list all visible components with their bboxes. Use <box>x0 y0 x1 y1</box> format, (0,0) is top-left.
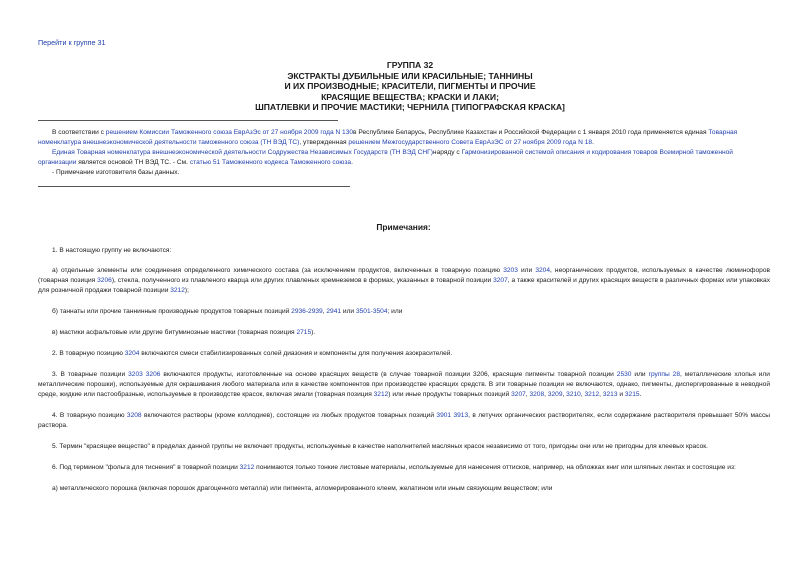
text-span: а) отдельные элементы или соединения определенного химического состава (за исключением продуктов, включенных в товарную позицию <box>52 267 504 274</box>
title-line: И ИХ ПРОИЗВОДНЫЕ; КРАСИТЕЛИ, ПИГМЕНТЫ И ПРОЧИЕ <box>284 81 536 92</box>
footnote-divider-bottom <box>38 186 350 187</box>
note-paragraph: 1. В настоящую группу не включаются: <box>52 247 172 254</box>
link[interactable]: Гармонизированной системой описания и кодирования товаров Всемирной таможенной организации <box>38 149 733 166</box>
title-line: ШПАТЛЕВКИ И ПРОЧИЕ МАСТИКИ; ЧЕРНИЛА [ТИПОГРАФСКАЯ КРАСКА] <box>255 102 565 113</box>
text-span: , <box>544 391 548 398</box>
title-line: ЭКСТРАКТЫ ДУБИЛЬНЫЕ ИЛИ КРАСИЛЬНЫЕ; ТАННИНЫ <box>287 70 533 81</box>
text-span: и <box>617 391 625 398</box>
footnote-divider-top <box>38 120 338 121</box>
note-paragraph <box>38 370 770 400</box>
text-span: , <box>580 391 585 398</box>
notes-heading: Примечания: <box>376 222 431 232</box>
text-span: или <box>517 267 536 274</box>
note-paragraph: 5. Термин "красящее вещество" в пределах данной группы не включает продукты, используемые в качестве наполнителей масляных красок независимо от того, пригодны они или не пригодны для клеевых красок. <box>52 443 708 450</box>
text-span: , а также красителей и других красящих веществ в различных формах или упаковках для розничной продажи товарной позиции <box>38 277 770 294</box>
text-span: . <box>351 159 353 166</box>
text-span: , <box>599 391 603 398</box>
link[interactable]: 3208 <box>126 412 142 419</box>
text-span: , неорганических продуктов, используемых в качестве люминофоров (товарная позиция <box>38 267 770 284</box>
prev-group-link[interactable]: Перейти к группе 31 <box>38 38 106 47</box>
title-line: ГРУППА 32 <box>386 60 434 70</box>
link[interactable]: 3212 <box>373 391 389 398</box>
notes-body <box>38 246 770 494</box>
link[interactable]: 3206 <box>145 371 161 378</box>
text-span: , утвержденная <box>299 139 349 146</box>
text-span: ), стекла, полученного из плавленого кварца или других плавленых кремнеземов в формах, указанных в товарной позиции <box>111 277 494 284</box>
link[interactable]: 3501-3504 <box>355 308 388 315</box>
text-span: является основой ТН ВЭД ТС. - См. <box>76 159 190 166</box>
link[interactable]: 3204 <box>535 267 550 274</box>
link[interactable]: 3212 <box>584 391 600 398</box>
text-span: В соответствии с <box>52 129 106 136</box>
link[interactable]: 3208 <box>529 391 545 398</box>
link[interactable]: решением Межгосударственного Совета ЕврАзЭС от 27 ноября 2009 года N 18 <box>348 139 593 146</box>
text-span: . <box>639 391 642 398</box>
link[interactable]: 3210 <box>566 391 581 398</box>
link[interactable]: 3203 <box>128 371 143 378</box>
text-span: включаются продукты, изготовленные на основе красящих веществ (в случае товарной позиции 3206, красящие пигменты товарной позиции <box>160 371 617 378</box>
link[interactable]: решением Комиссии Таможенного союза ЕврАзЭс от 27 ноября 2009 года N 130 <box>105 129 354 136</box>
link[interactable]: 3215 <box>624 391 640 398</box>
text-span: или <box>341 308 356 315</box>
text-span: включаются растворы (кроме коллодиев), состоящие из любых продуктов товарных позиций <box>141 412 437 419</box>
link[interactable]: 3213 <box>602 391 618 398</box>
link[interactable]: 3212 <box>170 287 185 294</box>
link[interactable]: 3207 <box>511 391 526 398</box>
note-paragraph <box>38 266 770 296</box>
title-line: КРАСЯЩИЕ ВЕЩЕСТВА; КРАСКИ И ЛАКИ; <box>321 91 499 102</box>
text-span: 3. В товарные позиции <box>52 371 129 378</box>
text-span: в) мастики асфальтовые или другие битуминозные мастики (товарная позиция <box>52 329 297 336</box>
link[interactable]: 3206 <box>97 277 112 284</box>
text-span: включаются смеси стабилизированных солей диазония и компоненты для получения азокрасителей. <box>139 350 453 357</box>
link[interactable]: Единая Товарная номенклатура внешнеэкономической деятельности Содружества Независимых Государств (ТН ВЭД СНГ) <box>52 149 433 156</box>
link[interactable]: 2715 <box>296 329 312 336</box>
text-span: 2. В товарную позицию <box>52 350 125 357</box>
text-span: ). <box>311 329 316 336</box>
footnote-paragraph: - Примечание изготовителя базы данных. <box>52 169 180 176</box>
link[interactable]: Товарная номенклатура внешнеэкономической деятельности таможенного союза (ТН ВЭД ТС) <box>38 129 738 146</box>
link[interactable]: группы 28 <box>648 371 681 378</box>
text-span: понимаются только тонкие листовые материалы, используемые для нанесения оттисков, например, на обложках книг или шляпных лентах и состоящие из: <box>254 464 736 471</box>
link[interactable]: 2936-2939 <box>291 308 323 315</box>
note-paragraph <box>38 463 770 473</box>
note-paragraph: а) металлического порошка (включая порошок драгоценного металла) или пигмента, агломерированного клеем, желатином или иным связующим веществом; или <box>52 485 553 492</box>
note-paragraph <box>38 307 770 317</box>
link[interactable]: 3209 <box>547 391 563 398</box>
text-span: б) таннаты или прочие таннинные производные продуктов товарных позиций <box>52 308 292 315</box>
note-paragraph <box>38 349 770 359</box>
link[interactable]: статью 51 Таможенного кодекса Таможенного союза <box>189 159 352 166</box>
page-title <box>200 60 620 113</box>
footnote-paragraph <box>38 148 770 168</box>
text-span: ) или иные продукты товарных позиций <box>388 391 512 398</box>
link[interactable]: 3913 <box>453 412 469 419</box>
footnote <box>38 128 770 178</box>
text-span: . <box>592 139 594 146</box>
text-span: ); <box>184 287 189 294</box>
text-span: в Республике Беларусь, Республике Казахстан и Российской Федерации с 1 января 2010 года применяется единая <box>353 129 709 136</box>
link[interactable]: 3901 <box>436 412 452 419</box>
note-paragraph <box>38 411 770 431</box>
text-span: 6. Под термином "фольга для тиснения" в товарной позиции <box>52 464 240 471</box>
text-span: наряду с <box>432 149 462 156</box>
link[interactable]: 3207 <box>493 277 508 284</box>
link[interactable]: 2530 <box>616 371 632 378</box>
link[interactable]: 3203 <box>503 267 518 274</box>
text-span: , <box>525 391 530 398</box>
text-span: , <box>562 391 567 398</box>
text-span: 4. В товарную позицию <box>52 412 127 419</box>
link[interactable]: 3204 <box>124 350 140 357</box>
link[interactable]: 3212 <box>239 464 255 471</box>
text-span: ; или <box>387 308 403 315</box>
footnote-paragraph <box>38 128 770 148</box>
note-paragraph <box>38 328 770 338</box>
text-span: , в летучих органических растворителях, если содержание растворителя превышает 50% массы раствора. <box>38 412 770 429</box>
link[interactable]: 2941 <box>326 308 342 315</box>
text-span: или <box>631 371 649 378</box>
text-span: , <box>322 308 327 315</box>
text-span: , металлические хлопья или металлические порошки), используемые для окрашивания любого материала или в качестве компонентов при производстве красящих средств. В эти товарные позиции не включаются, однако, пигменты, диспергированные в неводной среде, жидкие или пастообразные, используемые в производстве красок, включая эмали (товарная позиция <box>38 371 770 398</box>
